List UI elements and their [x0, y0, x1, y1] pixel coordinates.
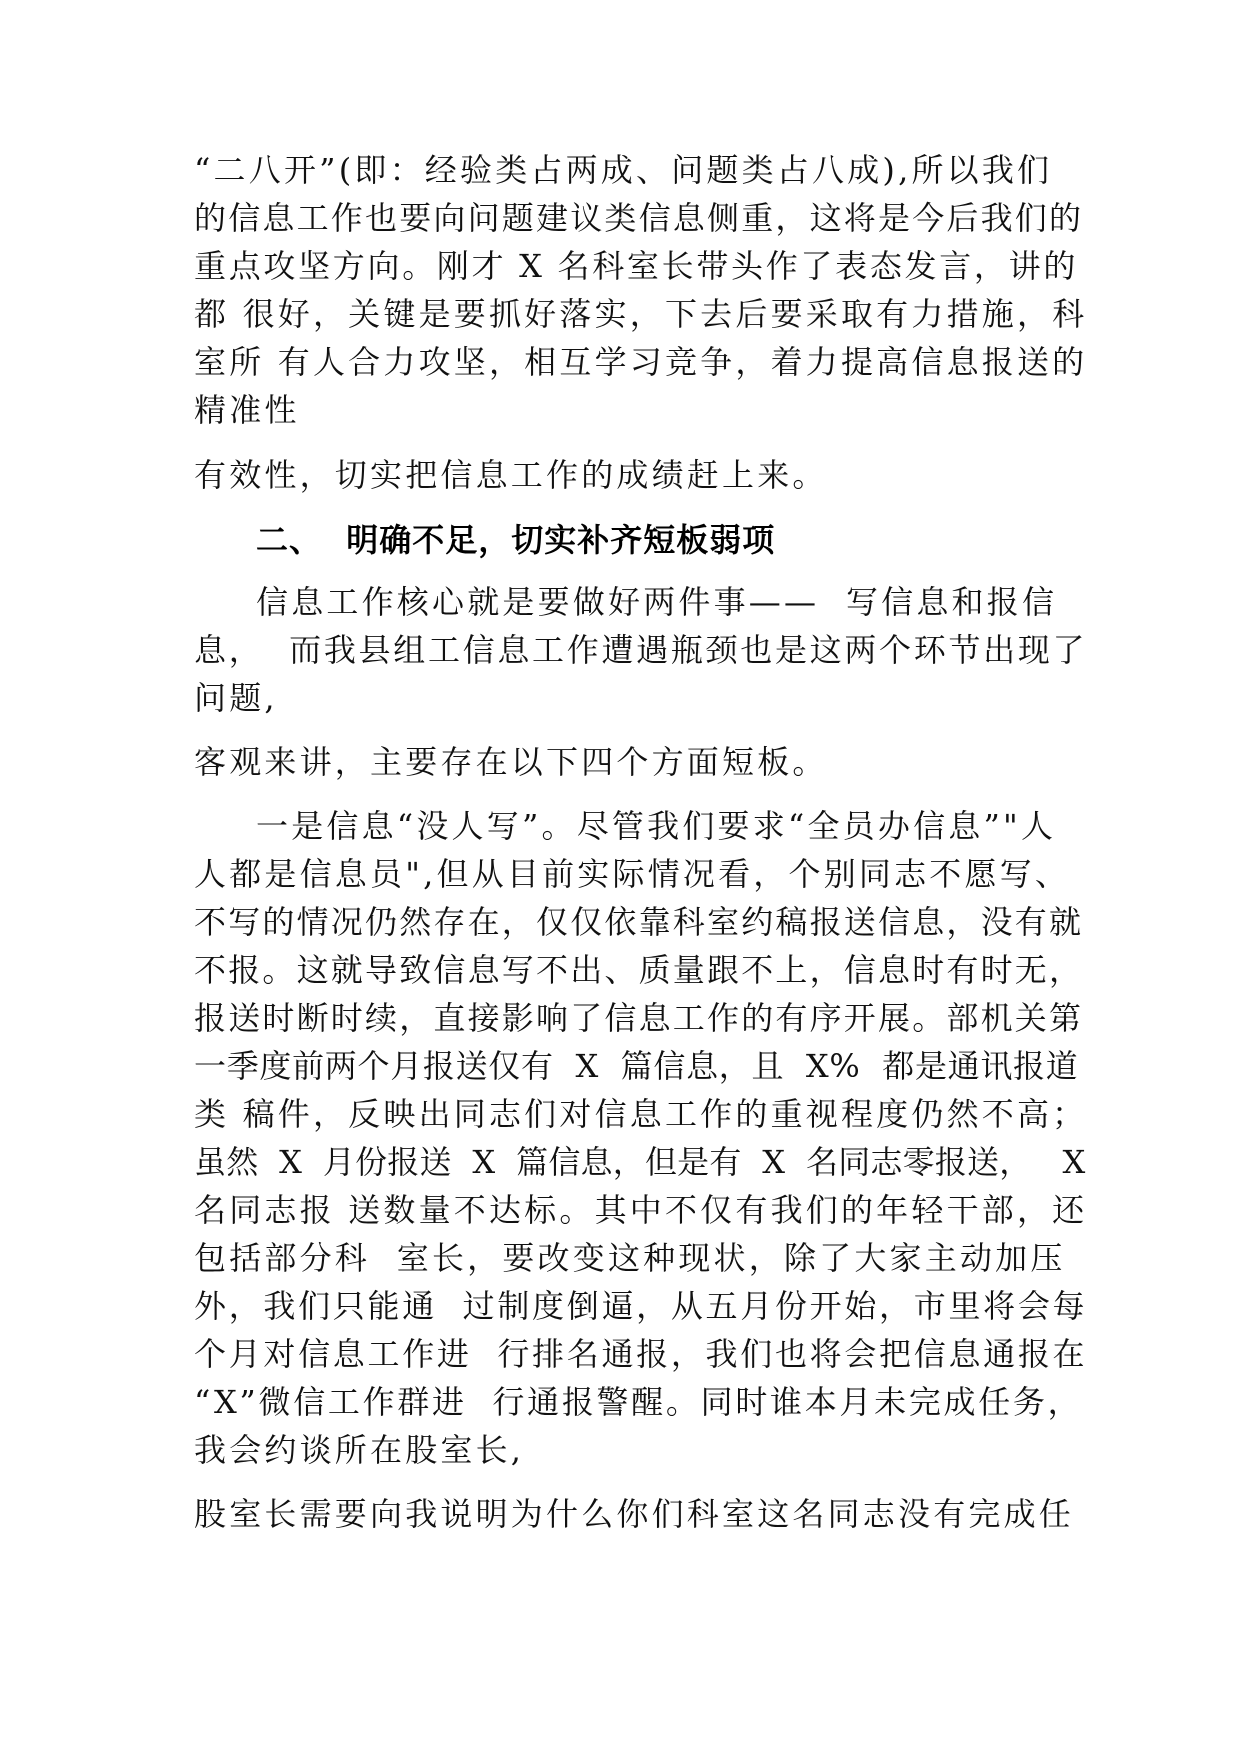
paragraph-2-line-1: 有效性，切实把信息工作的成绩赶上来。	[194, 456, 828, 494]
paragraph-1-line-1: “二八开”(即：经验类占两成、问题类占八成),所以我们	[194, 151, 1053, 189]
paragraph-5-line-4: 不报。这就导致信息写不出、质量跟不上，信息时有时无，	[194, 951, 1084, 989]
paragraph-5-line-7: 类 稿件，反映出同志们对信息工作的重视程度仍然不高；	[194, 1095, 1088, 1133]
paragraph-5-line-14: 我会约谈所在股室长,	[194, 1431, 525, 1469]
paragraph-4-line-1: 客观来讲，主要存在以下四个方面短板。	[194, 743, 828, 781]
paragraph-5-line-3: 不写的情况仍然存在，仅仅依靠科室约稿报送信息，没有就	[194, 903, 1084, 941]
paragraph-3-line-1: 信息工作核心就是要做好两件事—— 写信息和报信	[256, 583, 1058, 621]
paragraph-1-line-6: 精准性	[194, 391, 300, 429]
section-heading: 二、 明确不足，切实补齐短板弱项	[256, 521, 776, 559]
paragraph-3-line-2: 息， 而我县组工信息工作遭遇瓶颈也是这两个环节出现了	[194, 631, 1088, 669]
paragraph-1-line-2: 的信息工作也要向问题建议类信息侧重，这将是今后我们的	[194, 199, 1084, 237]
paragraph-5-line-5: 报送时断时续，直接影响了信息工作的有序开展。部机关第	[194, 999, 1084, 1037]
paragraph-5-line-13: “X”微信工作群进 行通报警醒。同时谁本月未完成任务，	[194, 1383, 1083, 1421]
paragraph-5-line-11: 外，我们只能通 过制度倒逼，从五月份开始，市里将会每	[194, 1287, 1088, 1325]
paragraph-3-line-3: 问题,	[194, 679, 278, 717]
paragraph-5-line-12: 个月对信息工作进 行排名通报，我们也将会把信息通报在	[194, 1335, 1088, 1373]
paragraph-1-line-3: 重点攻坚方向。刚才 X 名科室长带头作了表态发言，讲的	[194, 247, 1079, 285]
paragraph-5-line-1: 一是信息“没人写”。尽管我们要求“全员办信息”"人	[256, 807, 1057, 845]
paragraph-1-line-4: 都 很好，关键是要抓好落实，下去后要采取有力措施，科	[194, 295, 1088, 333]
paragraph-5-line-10: 包括部分科 室长，要改变这种现状，除了大家主动加压	[194, 1239, 1066, 1277]
paragraph-5-line-9: 名同志报 送数量不达标。其中不仅有我们的年轻干部，还	[194, 1191, 1088, 1229]
paragraph-6-line-1: 股室长需要向我说明为什么你们科室这名同志没有完成任	[194, 1495, 1075, 1533]
paragraph-5-line-8: 虽然 X 月份报送 X 篇信息，但是有 X 名同志零报送， X	[194, 1143, 1086, 1181]
paragraph-5-line-6: 一季度前两个月报送仅有 X 篇信息，且 X% 都是通讯报道	[194, 1047, 1079, 1085]
paragraph-1-line-5: 室所 有人合力攻坚，相互学习竞争，着力提高信息报送的	[194, 343, 1088, 381]
paragraph-5-line-2: 人都是信息员",但从目前实际情况看，个别同志不愿写、	[194, 855, 1071, 893]
